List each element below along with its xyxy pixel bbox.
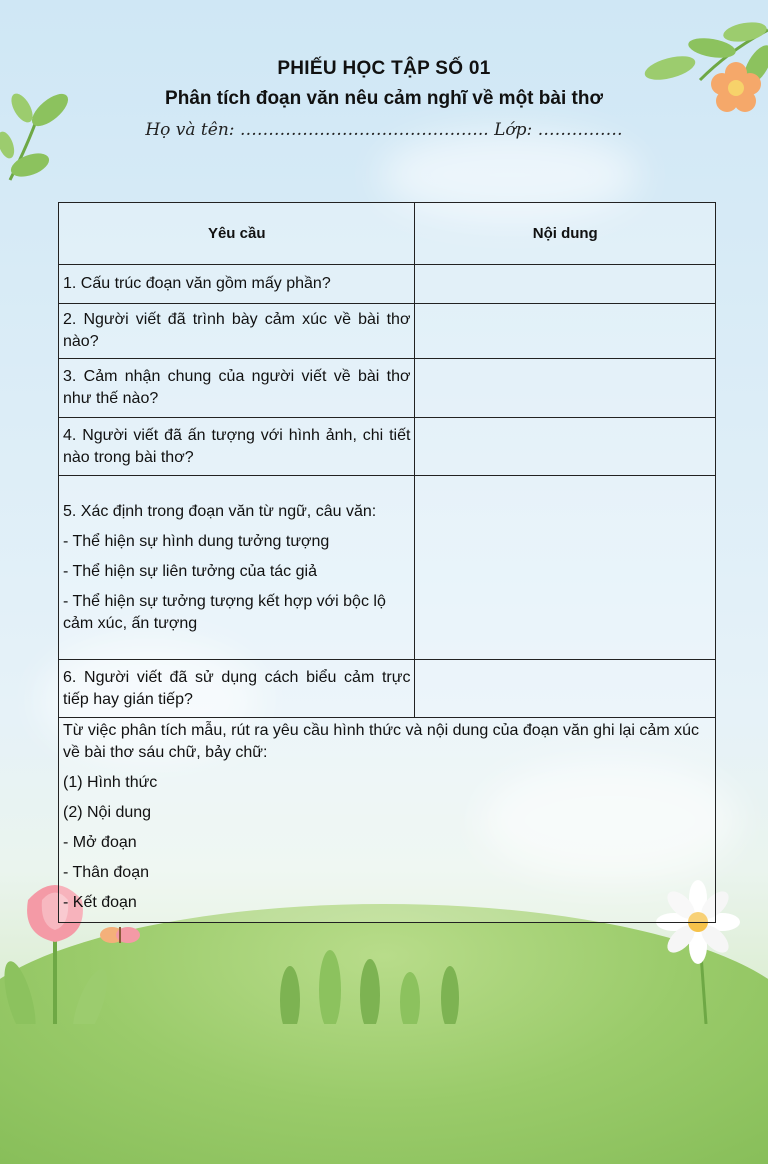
question-cell: 4. Người viết đã ấn tượng với hình ảnh, chi tiết nào trong bài thơ? <box>59 418 415 476</box>
answer-cell[interactable] <box>415 359 716 418</box>
table-row <box>59 265 716 304</box>
question-cell: 2. Người viết đã trình bày cảm xúc về bài thơ nào? <box>59 304 415 359</box>
table-row <box>59 418 716 476</box>
bullet-item: - Thể hiện sự hình dung tưởng tượng <box>63 532 330 550</box>
table-row <box>59 660 716 718</box>
answer-cell[interactable] <box>415 265 716 304</box>
answer-cell[interactable] <box>415 304 716 359</box>
summary-open: - Mở đoạn <box>63 834 137 851</box>
table-row <box>59 304 716 359</box>
table-row <box>59 359 716 418</box>
question-text: 5. Xác định trong đoạn văn từ ngữ, câu văn: <box>63 502 377 520</box>
butterfly-icon <box>100 927 140 943</box>
summary-intro: Từ việc phân tích mẫu, rút ra yêu cầu hình thức và nội dung của đoạn văn ghi lại cảm xúc về bài thơ sáu chữ, bảy chữ: <box>63 722 699 761</box>
table-header-row <box>59 203 716 265</box>
grass-icon <box>270 940 470 1024</box>
bullet-item: - Thể hiện sự liên tưởng của tác giả <box>63 562 317 580</box>
worksheet-subtitle: Phân tích đoạn văn nêu cảm nghĩ về một bài thơ <box>165 88 603 109</box>
summary-cell[interactable] <box>59 718 716 923</box>
summary-end: - Kết đoạn <box>63 894 137 911</box>
answer-cell[interactable] <box>415 418 716 476</box>
bullet-item: - Thể hiện sự tưởng tượng kết hợp với bộc lộ cảm xúc, ấn tượng <box>63 592 386 632</box>
question-cell: 1. Cấu trúc đoạn văn gồm mấy phần? <box>59 265 415 304</box>
worksheet-title: PHIẾU HỌC TẬP SỐ 01 <box>277 58 491 79</box>
col-header-requirement: Yêu cầu <box>59 203 415 265</box>
name-class-line[interactable]: Họ và tên: …………………………………….. Lớp: …………… <box>145 120 623 140</box>
summary-body: - Thân đoạn <box>63 864 149 881</box>
worksheet-table <box>58 202 716 923</box>
question-cell: 3. Cảm nhận chung của người viết về bài thơ như thế nào? <box>59 359 415 418</box>
summary-content: (2) Nội dung <box>63 804 152 821</box>
table-summary-row <box>59 718 716 923</box>
col-header-content: Nội dung <box>415 203 716 265</box>
question-cell: 6. Người viết đã sử dụng cách biểu cảm trực tiếp hay gián tiếp? <box>59 660 415 718</box>
answer-cell[interactable] <box>415 660 716 718</box>
question-cell <box>59 476 415 660</box>
table-row <box>59 476 716 660</box>
summary-form: (1) Hình thức <box>63 774 158 791</box>
answer-cell[interactable] <box>415 476 716 660</box>
